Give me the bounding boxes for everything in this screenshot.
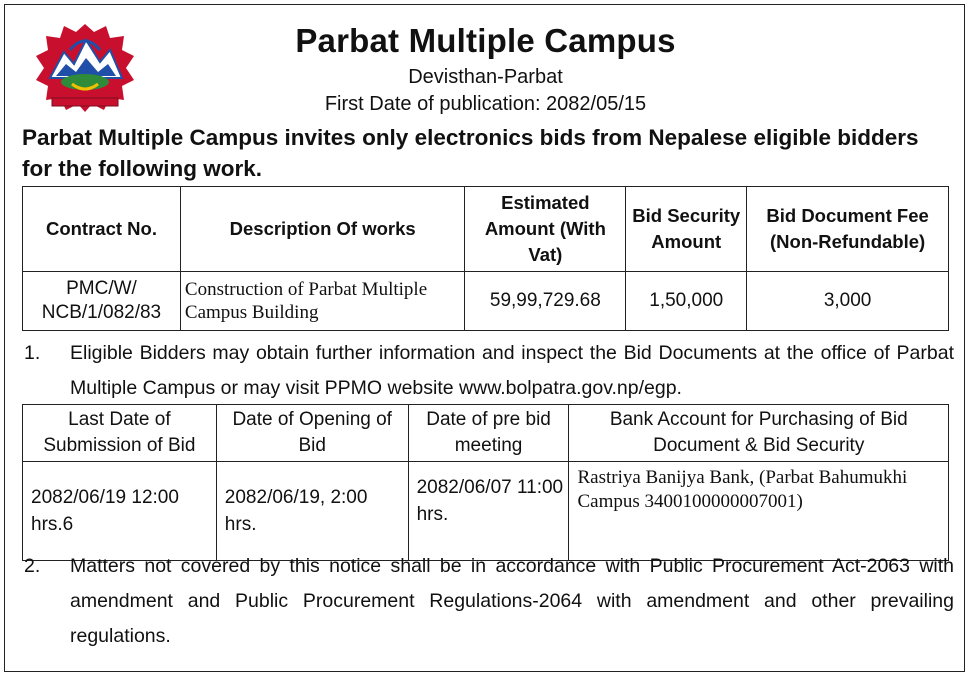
note-1-number: 1. <box>24 342 41 364</box>
note-2-number: 2. <box>24 555 41 577</box>
campus-title: Parbat Multiple Campus <box>295 22 676 59</box>
header-description: Description Of works <box>180 187 465 272</box>
bid-invitation-text: Parbat Multiple Campus invites only electronics bids from Nepalese eligible bidders for the following work. <box>22 125 919 181</box>
last-date-cell: 2082/06/19 12:00 hrs.6 <box>23 462 217 561</box>
opening-date-cell: 2082/06/19, 2:00 hrs. <box>216 462 408 561</box>
header-last-date: Last Date of Submission of Bid <box>23 405 217 462</box>
header-bank-account: Bank Account for Purchasing of Bid Document & Bid Security <box>569 405 949 462</box>
bid-security-cell: 1,50,000 <box>626 272 747 331</box>
header-bid-security: Bid Security Amount <box>626 187 747 272</box>
table-header-row <box>23 405 949 462</box>
header-contract-no: Contract No. <box>23 187 181 272</box>
header-document-fee: Bid Document Fee (Non-Refundable) <box>747 187 949 272</box>
campus-location: Devisthan-Parbat <box>408 66 563 88</box>
table-header-row <box>23 187 949 272</box>
bid-details-table <box>22 186 949 331</box>
contract-no-cell: PMC/W/ NCB/1/082/83 <box>23 272 181 331</box>
dates-table <box>22 404 949 561</box>
header-estimated-amount: Estimated Amount (With Vat) <box>465 187 626 272</box>
pre-bid-date-cell: 2082/06/07 11:00 hrs. <box>408 462 569 561</box>
note-1 <box>24 336 954 406</box>
table-row <box>23 272 949 331</box>
table-row <box>23 462 949 561</box>
note-2 <box>24 549 954 654</box>
note-1-text: Eligible Bidders may obtain further information and inspect the Bid Documents at the office of Parbat Multiple Campus or may visit PPMO website www.bolpatra.gov.np/egp. <box>70 342 954 399</box>
note-2-text: Matters not covered by this notice shall be in accordance with Public Procurement Act-2063 with amendment and Public Procurement Regulations-2064 with amendment and other prevailing regulations. <box>70 555 954 647</box>
publication-date: First Date of publication: 2082/05/15 <box>324 93 647 115</box>
estimated-amount-cell: 59,99,729.68 <box>465 272 626 331</box>
bank-account-cell: Rastriya Banijya Bank, (Parbat Bahumukhi Campus 3400100000007001) <box>569 462 949 561</box>
header-opening-date: Date of Opening of Bid <box>216 405 408 462</box>
header-pre-bid-date: Date of pre bid meeting <box>408 405 569 462</box>
document-fee-cell: 3,000 <box>747 272 949 331</box>
description-cell: Construction of Parbat Multiple Campus Building <box>180 272 465 331</box>
